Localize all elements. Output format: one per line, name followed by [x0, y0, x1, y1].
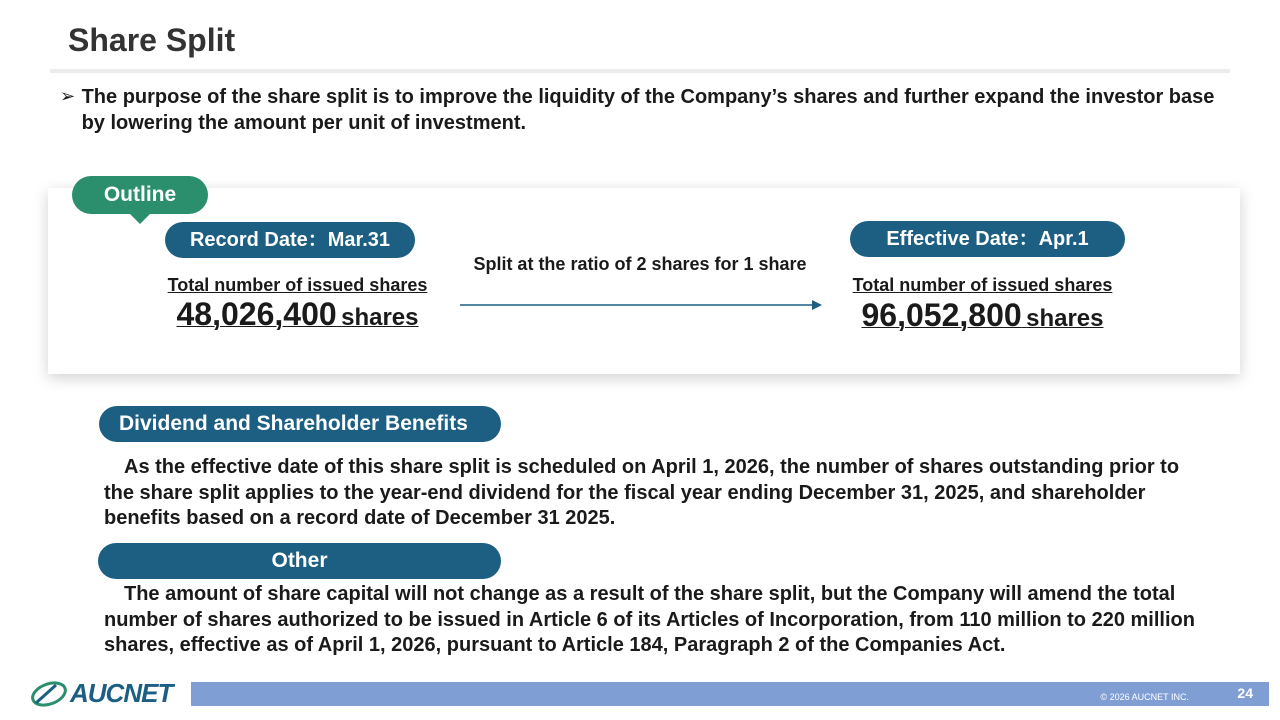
effective-issued-label: Total number of issued shares [852, 275, 1113, 295]
aucnet-logo-icon [30, 681, 70, 707]
footer-bar [191, 682, 1269, 706]
record-issued-label: Total number of issued shares [167, 275, 428, 295]
other-heading: Other [98, 543, 501, 579]
title-divider [50, 69, 1230, 73]
record-date-pill: Record Date：Mar.31 [165, 222, 415, 258]
outline-badge-pointer [128, 212, 152, 224]
record-shares-number: 48,026,400 [176, 296, 337, 332]
effective-date-pill: Effective Date：Apr.1 [850, 221, 1125, 257]
record-shares-unit: shares [341, 304, 419, 331]
page-title: Share Split [68, 22, 236, 58]
split-arrow-icon [460, 298, 824, 312]
copyright-text: © 2026 AUCNET INC. [1100, 692, 1189, 702]
purpose-bullet [60, 84, 1220, 136]
other-text: The amount of share capital will not change as a result of the share split, but the Company will amend the total number of shares authorized to be issued in Article 6 of its Articles of Incorporation, from 110 million to 220 million shares, effective as of April 1, 2026, pursuant to Article 184, Paragraph 2 of the Companies Act. [104, 583, 1195, 656]
record-issued-value [150, 296, 445, 333]
logo-wordmark: AUCNET [70, 678, 173, 708]
dividend-heading: Dividend and Shareholder Benefits [99, 406, 501, 442]
effective-shares-number: 96,052,800 [861, 297, 1022, 333]
purpose-text: The purpose of the share split is to improve the liquidity of the Company’s shares and further expand the investor base by lowering the amount per unit of investment. [81, 86, 1215, 134]
page-number: 24 [1237, 685, 1253, 701]
dividend-text: As the effective date of this share split is scheduled on April 1, 2026, the number of shares outstanding prior to the share split applies to the year-end dividend for the fiscal year ending December 31, 2025, and shareholder benefits based on a record date of December 31 2025. [104, 456, 1180, 529]
effective-shares-unit: shares [1026, 305, 1104, 332]
arrow-bullet-icon: ➢ [60, 86, 76, 106]
split-ratio-text: Split at the ratio of 2 shares for 1 share [473, 254, 807, 274]
effective-issued-value [835, 297, 1130, 334]
outline-badge: Outline [72, 176, 208, 214]
company-logo [30, 678, 172, 709]
